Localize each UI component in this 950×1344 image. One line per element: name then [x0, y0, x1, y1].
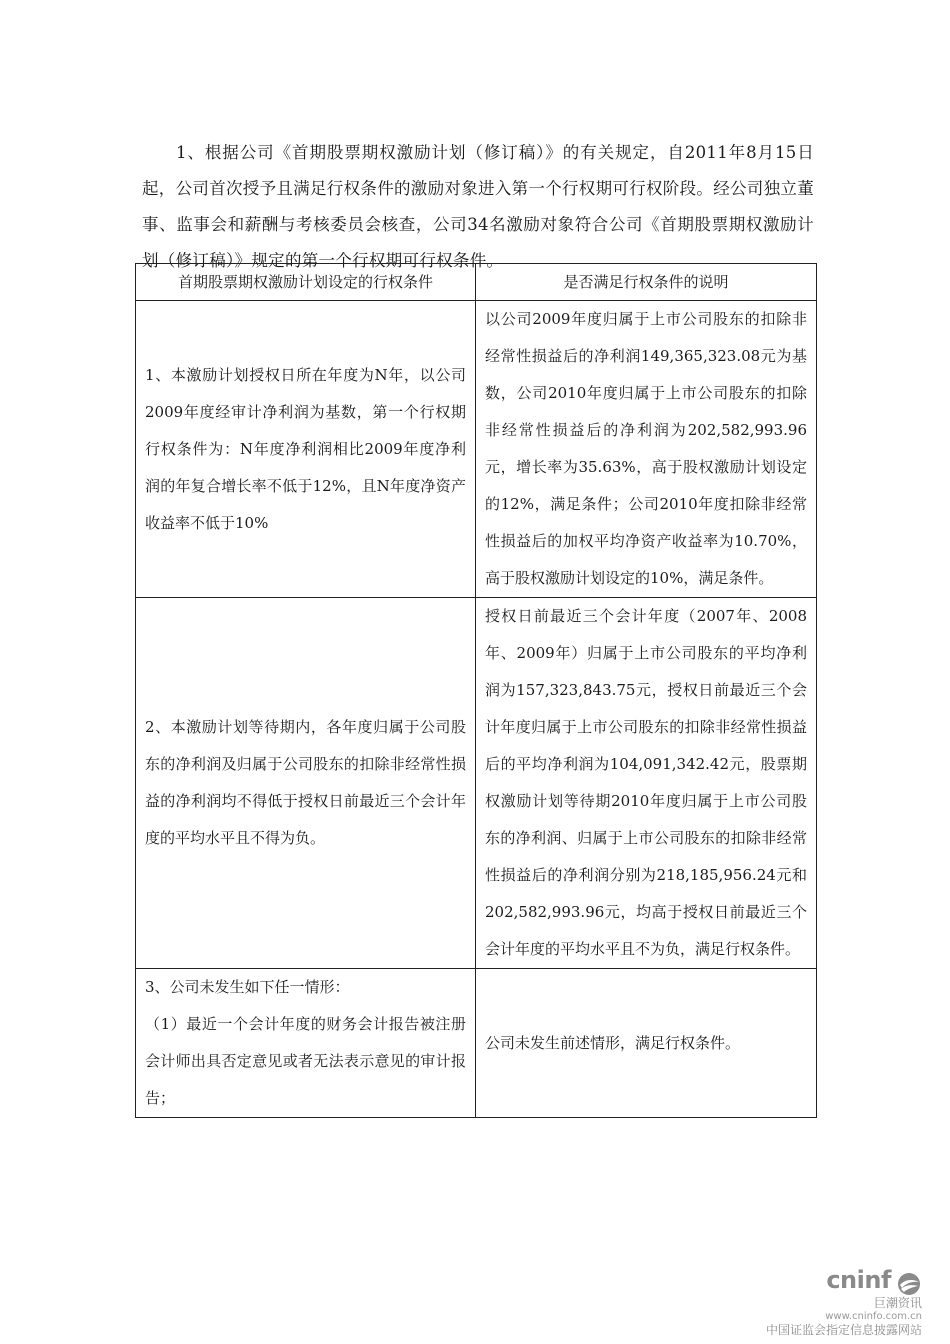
brand-cn: 巨潮资讯	[873, 1295, 922, 1310]
table-row	[136, 598, 817, 969]
site-url: www.cninfo.com.cn	[825, 1310, 922, 1322]
condition-cell: 2、本激励计划等待期内，各年度归属于公司股东的净利润及归属于公司股东的扣除非经常性损益的净利润均不得低于授权日前最近三个会计年度的平均水平且不得为负。	[136, 598, 476, 969]
cninfo-logo-text: cninf	[826, 1266, 891, 1294]
explanation-cell: 授权日前最近三个会计年度（2007年、2008年、2009年）归属于上市公司股东的平均净利润为157,323,843.75元，授权日前最近三个会计年度归属于上市公司股东的扣除非经常性损益后的平均净利润为104,091,342.42元，股票期权激励计划等待期2010年度归属于上市公司股东的净利润、归属于上市公司股东的扣除非经常性损益后的净利润分别为218,185,956.24元和202,582,993.96元，均高于授权日前最近三个会计年度的平均水平且不为负，满足行权条件。	[476, 598, 817, 969]
condition-cell: 1、本激励计划授权日所在年度为N年，以公司2009年度经审计净利润为基数，第一个行权期行权条件为：N年度净利润相比2009年度净利润的年复合增长率不低于12%，且N年度净资产收益率不低于10%	[136, 301, 476, 598]
intro-paragraph: 1、根据公司《首期股票期权激励计划（修订稿）》的有关规定，自2011年8月15日起，公司首次授予且满足行权条件的激励对象进入第一个行权期可行权阶段。经公司独立董事、监事会和薪酬与考核委员会核查，公司34名激励对象符合公司《首期股票期权激励计划（修订稿）》规定的第一个行权期可行权条件。	[142, 142, 814, 270]
table-header-row	[136, 264, 817, 301]
explanation-cell: 公司未发生前述情形，满足行权条件。	[476, 969, 817, 1118]
condition-line: （1）最近一个会计年度的财务会计报告被注册会计师出具否定意见或者无法表示意见的审计报告；	[145, 1015, 466, 1107]
header-explanation: 是否满足行权条件的说明	[476, 264, 817, 301]
explanation-cell: 以公司2009年度归属于上市公司股东的扣除非经常性损益后的净利润149,365,323.08元为基数，公司2010年度归属于上市公司股东的扣除非经常性损益后的净利润为202,582,993.96元，增长率为35.63%，高于股权激励计划设定的12%，满足条件；公司2010年度扣除非经常性损益后的加权平均净资产收益率为10.70%，高于股权激励计划设定的10%，满足条件。	[476, 301, 817, 598]
table-row	[136, 301, 817, 598]
cninfo-watermark	[752, 1266, 922, 1336]
site-caption: 中国证监会指定信息披露网站	[765, 1322, 922, 1337]
condition-line: 3、公司未发生如下任一情形：	[145, 978, 350, 996]
table-row	[136, 969, 817, 1118]
condition-cell	[136, 969, 476, 1118]
header-condition: 首期股票期权激励计划设定的行权条件	[136, 264, 476, 301]
vesting-conditions-table	[135, 263, 817, 1118]
swoosh-icon	[896, 1272, 922, 1296]
